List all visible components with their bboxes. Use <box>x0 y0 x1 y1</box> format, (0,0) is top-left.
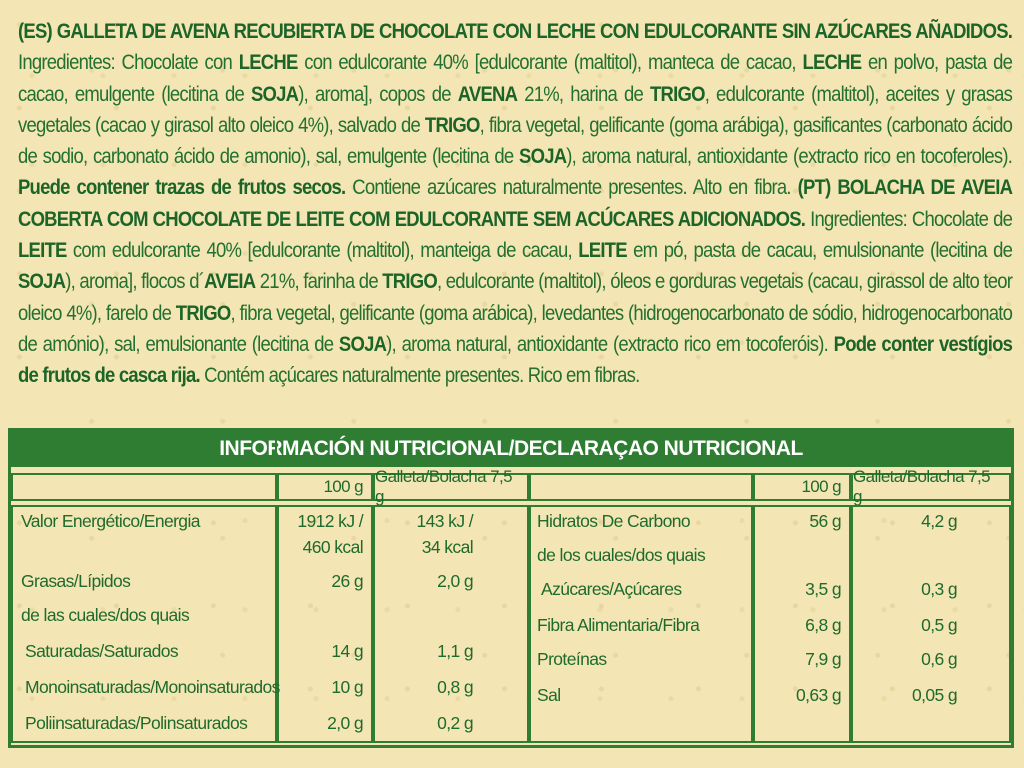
nutrient-label: Azúcares/Açúcares <box>541 579 682 599</box>
value-100g: 10 g <box>331 677 363 697</box>
bold-segment: TRIGO <box>382 269 437 294</box>
bold-segment: SOJA <box>338 331 387 356</box>
bold-segment: SOJA <box>519 144 567 169</box>
bold-segment: SOJA <box>250 81 299 106</box>
text-segment: Contém açúcares naturalmente presentes. Rico em fibras. <box>199 363 640 388</box>
col-head-100g-right: 100 g <box>753 473 851 501</box>
text-segment: Ingredientes: Chocolate con <box>18 50 239 75</box>
value-portion: 0,3 g <box>921 579 957 599</box>
text-segment: con edulcorante 40% [edulcorante (maltitol), manteca de cacao, <box>297 50 803 75</box>
nutrient-label: Hidratos De Carbono <box>537 511 690 531</box>
nutrient-label: de los cuales/dos quais <box>537 545 706 565</box>
value-100g: 14 g <box>331 641 363 661</box>
value-100g: 7,9 g <box>805 649 841 669</box>
col-head-100g-left: 100 g <box>277 473 373 501</box>
text-segment: com edulcorante 40% [edulcorante (maltitol), manteiga de cacau, <box>66 238 579 263</box>
bold-segment: (PT) BOLACHA DE AVEIA COBERTA COM CHOCOLATE DE LEITE COM EDULCORANTE SEM ACÚCARES ADICIONADOS. <box>18 175 1013 231</box>
col-head-blank-right <box>529 473 753 501</box>
text-segment: , fibra vegetal, gelificante (goma arábica), levedantes (hidrogenocarbonato de sódio, hidrogenocarbonato de amónio), sal, emulsionante (lecitina de <box>18 300 1013 356</box>
es-heading: (ES) GALLETA DE AVENA RECUBIERTA DE CHOCOLATE CON LECHE CON EDULCORANTE SIN AZÚCARES AÑADIDOS. <box>18 19 1013 43</box>
bold-segment: LECHE <box>238 50 298 75</box>
text-segment: Ingredientes: Chocolate de <box>805 206 1013 231</box>
bold-segment: LEITE <box>578 238 627 263</box>
bold-segment: TRIGO <box>424 112 480 137</box>
bold-segment: AVENA <box>457 81 518 106</box>
value-portion: 0,2 g <box>437 713 473 733</box>
text-segment: , fibra vegetal, gelificante (goma arábiga), gasificantes (carbonato ácido de sodio, carbonato ácido de amonio), sal, emulgente (lecitina de <box>18 112 1013 169</box>
text-segment: , edulcorante (maltitol), aceites y grasas vegetales (cacao y girasol alto oleico 4%), salvado de <box>18 81 1013 137</box>
value-portion: 0,6 g <box>921 649 957 669</box>
col-head-blank-left <box>11 437 277 465</box>
value-100g: 0,63 g <box>795 685 841 705</box>
text-segment: ), aroma], copos de <box>298 81 458 106</box>
text-segment: ), aroma natural, antioxidante (extracto rico en tocoferoles). <box>566 144 1013 169</box>
bold-segment: LECHE <box>802 50 862 75</box>
nutrition-table <box>8 428 1014 748</box>
value-portion: 1,1 g <box>437 641 473 661</box>
value-portion: 2,0 g <box>437 571 473 591</box>
value-portion: 4,2 g <box>921 511 957 531</box>
nutrient-label: Monoinsaturadas/Monoinsaturados <box>25 677 280 697</box>
bold-segment: LEITE <box>18 238 67 263</box>
bold-segment: AVEIA <box>204 269 256 294</box>
value-100g: 1912 kJ / <box>297 511 363 531</box>
value-100g: 56 g <box>809 511 841 531</box>
text-segment: ), aroma natural, antioxidante (extracto rico em tocoferóis). <box>386 331 834 356</box>
value-100g: 3,5 g <box>805 579 841 599</box>
nutrient-label: Grasas/Lípidos <box>21 571 131 591</box>
col-head-label-left <box>11 473 277 501</box>
col-head-portion-left: Galleta/Bolacha 7,5 g <box>373 473 529 501</box>
value-portion: 0,5 g <box>921 615 957 635</box>
text-segment: em pó, pasta de cacau, emulsionante (lecitina de <box>626 238 1013 263</box>
bold-segment: TRIGO <box>175 300 231 325</box>
nutrient-label: Fibra Alimentaria/Fibra <box>537 615 700 635</box>
bold-segment: SOJA <box>18 269 66 294</box>
value-portion: 34 kcal <box>421 537 473 557</box>
nutrient-label: Saturadas/Saturados <box>25 641 179 661</box>
nutrient-label: de las cuales/dos quais <box>21 605 190 625</box>
ingredients-body <box>18 50 1012 387</box>
value-100g: 2,0 g <box>327 713 363 733</box>
value-portion: 143 kJ / <box>416 511 473 531</box>
bold-segment: TRIGO <box>650 81 705 106</box>
nutrient-label: Proteínas <box>537 649 607 669</box>
bold-segment: Pode conter vestígios de frutos de casca rija. <box>18 331 1013 388</box>
text-segment: 21%, harina de <box>517 81 651 106</box>
nutrient-label: Poliinsaturadas/Polinsaturados <box>25 713 248 733</box>
value-100g: 6,8 g <box>805 615 841 635</box>
col-head-portion-right: Galleta/Bolacha 7,5 g <box>851 473 1011 501</box>
value-portion: 0,8 g <box>437 677 473 697</box>
text-segment: ), aroma], flocos d´ <box>65 269 205 294</box>
text-segment: Contiene azúcares naturalmente presentes. Alto en fibra. <box>345 175 798 200</box>
value-100g: 460 kcal <box>302 537 363 557</box>
nutrient-label: Valor Energético/Energia <box>21 511 200 531</box>
text-segment: , edulcorante (maltitol), óleos e gorduras vegetais (cacau, girassol de alto teor oleico 4%), farelo de <box>18 269 1013 325</box>
ingredients-text <box>18 16 1012 392</box>
text-segment: en polvo, pasta de cacao, emulgente (lecitina de <box>18 50 1013 106</box>
bold-segment: Puede contener trazas de frutos secos. <box>18 175 346 200</box>
nutrition-title: INFORMACIÓN NUTRICIONAL/DECLARAÇAO NUTRICIONAL <box>11 431 1011 467</box>
nutrient-label: Sal <box>537 685 561 705</box>
text-segment: 21%, farinha de <box>255 269 383 294</box>
value-portion: 0,05 g <box>911 685 957 705</box>
value-100g: 26 g <box>331 571 363 591</box>
